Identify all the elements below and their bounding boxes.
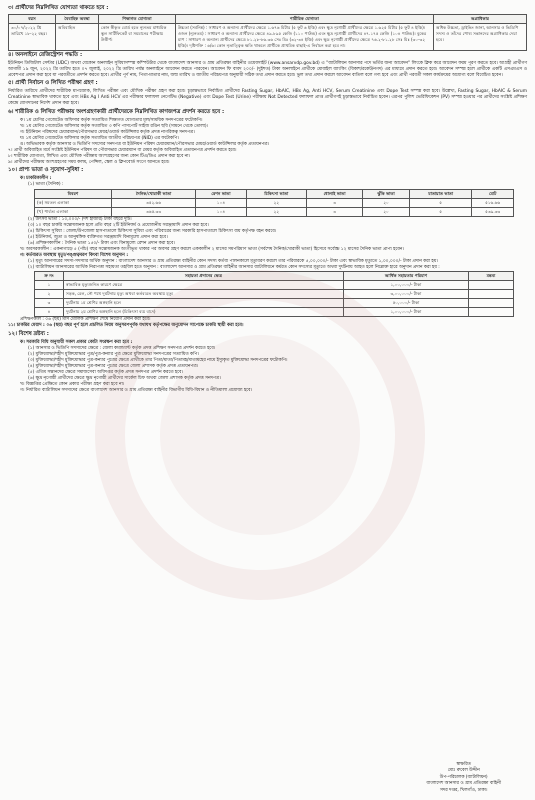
allowance-cell: ৩ [307, 207, 363, 216]
section-12-a-item: (১) আনসার ও ভিডিপি সদস্যদের ক্ষেত্রে : জেলা কমান্ড্যান্ট কর্তৃক প্রদত্ত প্রশিক্ষণ সনদপত্র প্রদর্শন করতে হবে। [28, 345, 216, 351]
allowance-th: দৈনিক/খোরাকী ভাতা [111, 189, 195, 198]
allowance-cell: ৩ [307, 198, 363, 207]
section-12-a: ক। সরকারি বিধি অনুযায়ী সকল প্রকার কোটা সংরক্ষণ করা হবে : [20, 339, 133, 345]
allowance-cell: ৫১৬.৬৬ [472, 198, 514, 207]
section-7-text: ৭। প্রার্থী অবিবাহিত মর্মে সংশ্লিষ্ট ইউনিয়ন পরিষদ বা পৌরসভার চেয়ারম্যান বা মেয়র কর্তৃক অবিবাহিত প্রত্যয়নপত্র প্রদর্শন করতে হবে। [8, 148, 237, 154]
section-5-title: ৫। প্রার্থী নির্বাচন ও লিখিত পরীক্ষা গ্রহণ : [8, 80, 98, 87]
signature-rank: উপ-পরিচালক (ব্যাটালিয়ন) [439, 774, 488, 780]
section-10-a-item: (৫) ইউনিফর্ম, জুতা ও আনুষঙ্গিক ব্যক্তিগত সরঞ্জামাদি বিনামূল্যে প্রদান করা হবে। [28, 234, 168, 240]
allowance-cell: ৫৩৯.৩৩ [472, 207, 514, 216]
section-10-a: ক। চাকরিকালীন : [20, 176, 52, 182]
section-10-c-item: (১) মৃত্যু আনসারের সদস্য-সদস্যার অর্থিক অনুদান : বাংলাদেশ আনসার ও গ্রাম প্রতিরক্ষা বাহিনীর কোন সদস্য কর্তব্য পালনকালে মৃত্যুবরণ করলে তার পরিবারকে ৫,০০,০০০/- টাকা এবং স্বাভাবিক মৃত্যুতে ১,০০,০০০/- টাকা প্রদান করা হয়। [28, 259, 438, 265]
allowance-cell: ৩৫২.৬৬ [111, 198, 195, 207]
requirements-heading: ৩। প্রার্থীদের নিম্নলিখিত যোগ্যতা থাকতে হবে : [8, 5, 109, 11]
td-physical: উচ্চতা (সর্বনিম্ন) : সাধারণ ও অন্যান্য প্রার্থীদের ক্ষেত্রে ১.৬৭৬ মিটার (৫ ফুট ৬ ইঞ্চি) এবং ক্ষুদ্র নৃগোষ্ঠী প্রার্থীদের ক্ষেত্রে ১.৬২৫ মিটার (৫ ফুট ৪ ইঞ্চি)। ওজন (ন্যূনতম) : সাধারণ ও অন্যান্য প্রার্থীদের ক্ষেত্রে ৪৯.৮৯৫ কেজি (১১০ পাউন্ড) এবং ক্ষুদ্র নৃগোষ্ঠী প্রার্থীদের ৪৭.১৭৫ কেজি (১০৪ পাউন্ড)। বুকের মাপ : সাধারণ ও অন্যান্য প্রার্থীদের ক্ষেত্রে ৮১.২৮-৮৬.৩৬ সেঃ মিঃ (৩২-৩৪ ইঞ্চি) এবং ক্ষুদ্র নৃগোষ্ঠী প্রার্থীদের ক্ষেত্রে ৭৬.২-৮১.২৮ সেঃ মিঃ (৩০-৩২ ইঞ্চি)। দৃষ্টিশক্তি : ৬/৬। কোন নৃতাত্ত্বিক ক্ষতি থাকলে প্রার্থীকে প্রাথমিক বাছাই-এ নির্বাচন করা হবে না। [176, 24, 434, 51]
allowance-cell: ৩৬৫.৩৩ [111, 207, 195, 216]
allowance-cell: ৫ [409, 207, 471, 216]
section-9-text: ৯। প্রার্থীদের পরীক্ষায় অংশগ্রহণের সময় কলম, পেন্সিল, স্কেল ও ক্লিপবোর্ড সংগে আনতে হবে। [8, 160, 170, 166]
section-12-c: গ। নির্ধারিত ব্যাটালিয়ন সদস্যদের ক্ষেত্রে বাংলাদেশ আনসার ও গ্রাম প্রতিরক্ষা বাহিনীর বিভাগীয় বিধি-বিধান ও নীতিমালা প্রযোজ্য হবে। [20, 388, 253, 394]
section-6-item: ক। ১ম শ্রেণির গেজেটেড অফিসার কর্তৃক সত্যায়িত শিক্ষাগত যোগ্যতার মূল/সাময়িক সনদপত্রের ফটোকপি। [20, 117, 203, 123]
th-marital: বৈবাহিক অবস্থা [56, 15, 99, 24]
table-row [35, 207, 514, 216]
allowance-table [34, 189, 514, 217]
allowance-th: ধোলাই ভাতা [307, 189, 363, 198]
grant-cell: ৪ [35, 308, 64, 317]
signature-name: মোঃ রুবেল উদ্দীন [447, 768, 480, 773]
allowance-cell: ৫ [409, 198, 471, 207]
signature-label: স্বাক্ষরিত [456, 761, 471, 767]
grant-cell: ৫০,০০০/- টাকা [344, 299, 469, 308]
signature-org: বাংলাদেশ আনসার ও গ্রাম প্রতিরক্ষা বাহিনী [426, 781, 501, 786]
grant-cell: দুর্ঘটনায় ১ম শ্রেণির অঙ্গহানি হলে [64, 299, 344, 308]
td-marital: অবিবাহিত [56, 24, 99, 51]
grant-th: মন্তব্য [469, 272, 514, 281]
td-education: কোন স্বীকৃত বোর্ড হতে ন্যূনতম মাধ্যমিক স্কুল সার্টিফিকেট বা সমমানের পরীক্ষায় উত্তীর্ণ। [99, 24, 176, 51]
section-12-a-item: (২) মুক্তিযোদ্ধা/শহীদ মুক্তিযোদ্ধার পুত্র/পুত্র-কন্যার পুত্র ক্ষেত্রে মুক্তিযোদ্ধা সনদপত্রের সত্যায়িত কপি। [28, 351, 199, 357]
section-10-a-item: (৪) চিকিৎসা সুবিধা : জেলা/উপজেলা হাসপাতালে চিকিৎসা সুবিধা এবং পরিবারের জন্য সরকারি হাসপাতালে চিকিৎসা ব্যয় কর্তৃপক্ষ বহন করবে। [28, 228, 277, 234]
section-4-title: ৪। অনলাইনে রেজিস্ট্রেশন পদ্ধতি : [8, 52, 83, 58]
watermark-center [160, 335, 360, 535]
allowance-th: বিবরণ [35, 189, 112, 198]
allowance-cell: ২০ [363, 198, 410, 207]
grant-cell: স্বাভাবিক মৃত্যুজনিত কারণে ক্ষেত্রে [64, 281, 344, 290]
section-4-text: ইউনিয়ন ডিজিটাল সেন্টার (UDC) অথবা যেকোন অনলাইন সুবিধাসম্পন্ন কম্পিউটার থেকে বাংলাদেশ আনসার ও গ্রাম প্রতিরক্ষা বাহিনীর ওয়েবসাইট (www.ansarvdp.gov.bd) এ "ব্যাটালিয়ন আনসার পদে ভর্তির জন্য আবেদন" লিংকে ক্লিক করে আবেদন ফরম পূরণ করতে হবে। আগ্রহী প্রার্থীগণ আগামী ১৯ জুন, ২০২২ খ্রি তারিখ হতে ০৭ জুলাই, ২০২২ খ্রি তারিখ পর্যন্ত অনলাইনে আবেদন করতে পারবেন। আবেদন ফি বাবদ ২০০/- (দুইশত) টাকা অনলাইনে প্রার্থীকে মোবাইল ব্যাংকিং (বিকাশ/রকেট/নগদ) এর মাধ্যমে প্রদান করতে হবে। আবেদন সম্পন্ন হলে প্রার্থীকে একটি এসএমএস ও প্রবেশপত্র প্রদান করা হবে যা পরবর্তীতে প্রদর্শন করতে হবে। প্রার্থীর পূর্ণ নাম, পিতা-মাতার নাম, জন্ম তারিখ ও জাতীয় পরিচয়পত্র অনুযায়ী সঠিক তথ্য প্রদান করতে হবে। ভুল তথ্য প্রদান করলে আবেদন বাতিল বলে গণ্য হবে এবং প্রার্থী পরবর্তী সকল কার্যক্রমের অযোগ্য বলে বিবেচিত হবেন। [8, 61, 527, 79]
section-11-text: ১১। চাকরির মেয়াদ : ০৬ (ছয়) বছর পূর্ণ হলে প্রচলিত নিয়ম অনুসরণপূর্বক যথাযথ কর্তৃপক্ষের অনুমোদন সাপেক্ষে চাকরি স্থায়ী করা হবে। [8, 323, 244, 329]
allowance-cell: ১০৪ [196, 198, 246, 207]
allowance-cell: ২২ [246, 207, 306, 216]
section-10-b: খ। অবসরকালীন : একনাগাড়ে ৫ (পাঁচ) বছর সন্তোষজনক অংগীভূত থাকার পর অবসর গ্রহণ করলে এককালীন ২ মাসের সমপরিমাণ ভাতা (সর্বশেষ দৈনিক/খোরাকী ভাতা) হিসেবে সর্বোচ্চ ১২ মাসের দৈনিক ভাতা প্রাপ্য হবেন। [20, 246, 404, 252]
grant-cell: ১ [35, 281, 64, 290]
grant-cell [469, 281, 514, 290]
section-6-title: ৬। শারীরিক ও লিখিত পরীক্ষায় অংশগ্রহণকারী প্রার্থীদেরকে নিম্নলিখিত কাগজপত্র প্রদর্শন করতে হবে : [8, 108, 225, 115]
section-5-text: নির্ধারিত তারিখে প্রার্থীদের শারীরিক মাপজোক, লিখিত পরীক্ষা এবং মৌখিক পরীক্ষা গ্রহণ করা হবে। চূড়ান্তভাবে নির্বাচিত প্রার্থীদের Fasting Sugar, HbAIC, HBs Ag, Anti HCV, Serum Creatinine এবং Dope Test সম্পন্ন করা হবে। উল্লেখ্য, Fasting Sugar, HbAIC & Serum Creatinine স্বাভাবিক থাকতে হবে এবং HBs Ag I Anti HCV এর পরীক্ষার ফলাফল নেগেটিভ (Negative) এবং Dope Test (Urine) পরীক্ষায় Not Detected ফলাফল প্রাপ্ত প্রার্থীগণই চূড়ান্তভাবে নির্বাচিত হবেন। এরপর পুলিশ ভেরিফিকেশন (PV) সম্পন্ন হওয়ার পর প্রার্থীদের সংশ্লিষ্ট প্রশিক্ষণ কেন্দ্রে যোগদানের নির্দেশ প্রদান করা হবে। [8, 89, 527, 107]
grant-cell: দুর্ঘটনায় ২য় শ্রেণির অঙ্গহানি হলে (চিকিৎসা ব্যয় বাদে) [64, 308, 344, 317]
training-period: প্রশিক্ষণকাল : ০৬ (ছয়) মাস মৌলিক প্রশিক্ষণ শেষে নিয়োগ প্রদান করা হবে। [20, 317, 151, 323]
requirements-table [8, 14, 527, 51]
grant-th: সহায়তা প্রদানের ক্ষেত্র [64, 272, 344, 281]
section-10-a-item: (২) উৎসব ভাতা : ১০,০০০/- (দশ হাজার) টাকা বছরে দুটি। [28, 216, 132, 222]
th-priority: অগ্রাধিকার [434, 15, 527, 24]
section-10-a-item: (৬) প্রশিক্ষণকালীন : দৈনিক ভাতা ১৫০/- টাকা এবং বিনামূল্যে রেশন প্রদান করা হবে। [28, 240, 175, 246]
grant-cell [469, 308, 514, 317]
section-8-text: ৮। শারীরিক যোগ্যতা, লিখিত এবং মৌখিক পরীক্ষায় অংশগ্রহণের জন্য কোন টিএ/ডিএ প্রদান করা হবে না। [8, 154, 191, 160]
grant-cell: ২ [35, 290, 64, 299]
grant-cell [469, 299, 514, 308]
allowance-th: চিকিৎসা ভাতা [246, 189, 306, 198]
td-age: ৩০/০৭/২০২২ খ্রি তারিখে ১৮-২২ বছর। [9, 24, 56, 51]
section-10-c-item: (২) ব্যাটালিয়ন আনসারের আর্থিক নিরাপত্তা সহায়তা তহবিল হতে অনুদান : বাংলাদেশ আনসার ও গ্রাম প্রতিরক্ষা বাহিনীর আনসার ব্যাটালিয়নে কর্মরত কোন সদস্যের মৃত্যুতে অথবা দুর্ঘটনায় আহত হলে নিম্নোক্ত হারে অনুদান প্রদান করা হয় : [28, 265, 440, 271]
allowance-th: মোট [472, 189, 514, 198]
section-10-title: ১০। প্রাপ্য ভাতা ও সুযোগ-সুবিধা : [8, 167, 84, 174]
section-10-a1: (১) ভাতা (দৈনিক) : [28, 182, 64, 188]
section-12-a-item: (৩) মুক্তিযোদ্ধা/শহীদ মুক্তিযোদ্ধার পুত্র-কন্যার পুত্রের ক্ষেত্রে প্রার্থীকে তার পিতা/মাতা/পিতামহ/মাতামহের নামে ইস্যুকৃত মুক্তিযোদ্ধা সনদপত্রের ফটোকপি। [28, 357, 288, 363]
section-10-a-item: (৩) ১০ বছর চাকরি সন্তোষজনক হলে প্রতি বছর ২টি ইউনিফর্ম ও প্রয়োজনীয় সরঞ্জামাদি প্রদান করা হবে। [28, 222, 209, 228]
section-6-item: খ। ১ম শ্রেণির গেজেটেড অফিসার কর্তৃক সত্যায়িত ৩ কপি পাসপোর্ট সাইজ রঙিন ছবি (সামনে থেকে তোলা)। [20, 123, 209, 129]
section-12-a-item: (৬) ক্ষুদ্র নৃগোষ্ঠী প্রার্থীদের ক্ষেত্রে ক্ষুদ্র নৃগোষ্ঠী প্রার্থীদের সার্কেল চিফ অথবা জেলা প্রশাসক কর্তৃক প্রদত্ত সনদপত্র। [28, 376, 221, 382]
td-priority: অধিক উচ্চতা, ড্রাইভিং জানা, আনসার ও ভিডিপি সদস্য ও তাঁদের পোষ্য সন্তানদের অগ্রাধিকার দেয়া হবে। [434, 24, 527, 51]
allowance-th: রেশন ভাতা [196, 189, 246, 198]
grant-cell: ১,০০,০০০/- টাকা [344, 281, 469, 290]
allowance-cell: ২২ [246, 198, 306, 207]
section-10-c: গ। কর্তব্যরত অবস্থায় মৃত্যু/পঙ্গুত্ববরণ কিংবা বিশেষ অনুদান : [20, 253, 129, 259]
table-row [35, 198, 514, 207]
th-education: শিক্ষাগত যোগ্যতা [99, 15, 176, 24]
allowance-cell: ২০ [363, 207, 410, 216]
section-6-item: ঘ। ১ম শ্রেণির গেজেটেড অফিসার কর্তৃক সত্যায়িত জাতীয় পরিচয়পত্র (NID) এর ফটোকপি। [20, 135, 179, 141]
th-age: বয়স [9, 15, 56, 24]
section-12-a-item: (৪) মুক্তিযোদ্ধা/শহীদ মুক্তিযোদ্ধার পুত্র-কন্যার পুত্রের ক্ষেত্রে জেলা প্রশাসক কর্তৃক প্রদত্ত প্রত্যয়নপত্র। [28, 363, 199, 369]
section-6-item: গ। ইউনিয়ন পরিষদের চেয়ারম্যান/পৌরসভার মেয়র/ওয়ার্ড কাউন্সিলর কর্তৃক প্রদত্ত নাগরিকত্ব সনদপত্র। [20, 129, 195, 135]
allowance-cell: (খ) পার্বত্য এলাকা [35, 207, 112, 216]
signature-block [426, 762, 501, 795]
grant-th: ক্র নং [35, 272, 64, 281]
grant-cell: ৩,০০,০০০/- টাকা [344, 290, 469, 299]
grant-cell: সড়ক, রেল, নৌ পথে দুর্ঘটনায় মৃত্যু অথবা কর্তব্যরত অবস্থায় মৃত্যু [64, 290, 344, 299]
allowance-th: ঝুঁকি ভাতা [363, 189, 410, 198]
section-6-item: ঙ। অভিভাবক কর্তৃক আনসার ও ভিডিপি সদস্যের সনদপত্র বা ইউনিয়ন পরিষদ চেয়ারম্যান/পৌরসভার মেয়র/ওয়ার্ড কাউন্সিলর কর্তৃক প্রত্যয়নপত্র। [20, 141, 270, 147]
section-12-title: ১২। বিশেষ দ্রষ্টব্য : [8, 330, 49, 337]
signature-place: সদর দপ্তর, খিলগাঁও, ঢাকা। [440, 787, 488, 793]
grant-cell: ১,০০,০০০/- টাকা [344, 308, 469, 317]
grant-th: আর্থিক সহায়তার পরিমাণ [344, 272, 469, 281]
allowance-th: যাতায়াত ভাতা [409, 189, 471, 198]
section-12-a-item: (৫) এতিম সন্তানদের ক্ষেত্রে সমাজসেবা অধিদপ্তর কর্তৃক প্রদত্ত সনদপত্র প্রদর্শন করতে হবে। [28, 370, 183, 375]
grant-cell [469, 290, 514, 299]
allowance-cell: (ক) সমতল এলাকা [35, 198, 112, 207]
grant-cell: ৩ [35, 299, 64, 308]
section-12-b: খ। বিজ্ঞপ্তির প্রেক্ষিতে কোন প্রকার পরীক্ষা গ্রহণ করা হবে না। [20, 382, 125, 388]
allowance-cell: ১০৪ [196, 207, 246, 216]
th-physical: শারীরিক যোগ্যতা [176, 15, 434, 24]
